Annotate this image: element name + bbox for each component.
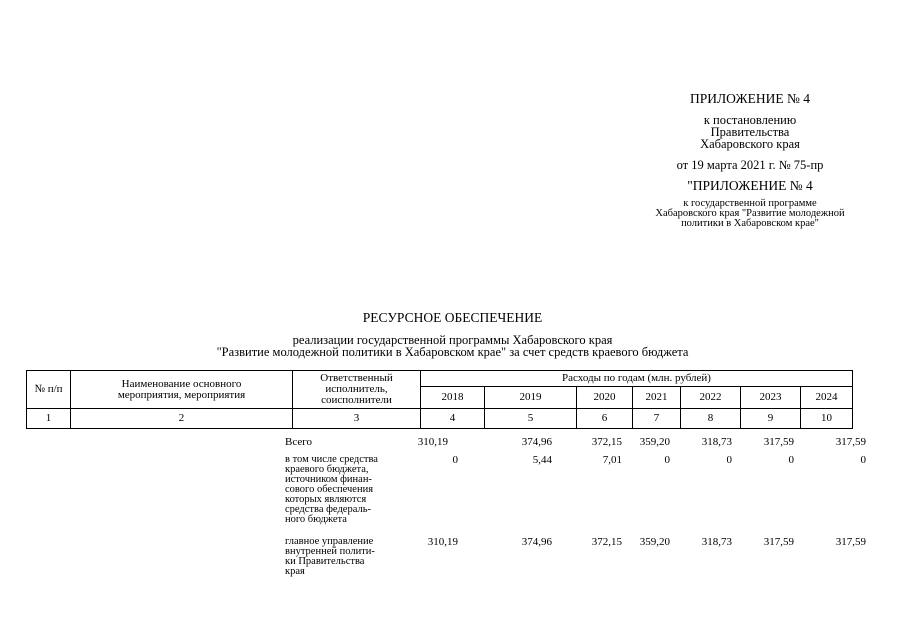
row-label-line: края bbox=[285, 566, 305, 577]
row-label-line: краевого бюджета, bbox=[285, 464, 369, 475]
appendix-government: Правительства bbox=[710, 125, 790, 139]
col-number: 2 bbox=[71, 409, 293, 429]
row-label-line: средства федераль- bbox=[285, 504, 371, 515]
table-cell: 372,15 bbox=[591, 536, 622, 548]
row-label-line: источником финан- bbox=[285, 474, 372, 485]
row-label-federal bbox=[285, 455, 395, 525]
row-label-line: в том числе средства bbox=[285, 454, 378, 465]
table-cell: 359,20 bbox=[639, 436, 670, 448]
row-label-executor bbox=[285, 537, 395, 577]
col-number: 4 bbox=[421, 409, 485, 429]
quoted-appendix-title: "ПРИЛОЖЕНИЕ № 4 bbox=[687, 178, 813, 193]
row-label-line: ного бюджета bbox=[285, 514, 347, 525]
year-header: 2023 bbox=[741, 387, 801, 409]
col-number: 3 bbox=[293, 409, 421, 429]
row-label-line: внутренней полити- bbox=[285, 546, 375, 557]
col-header-name: Наименование основного мероприятия, мероприятия bbox=[71, 371, 293, 409]
table-cell: 318,73 bbox=[701, 536, 732, 548]
table-cell: 374,96 bbox=[521, 536, 552, 548]
row-label-line: которых являются bbox=[285, 494, 367, 505]
table-cell: 0 bbox=[788, 454, 794, 466]
program-line-1: к государственной программе bbox=[683, 198, 817, 209]
table-cell: 317,59 bbox=[763, 536, 794, 548]
row-label-total: Всего bbox=[285, 436, 312, 448]
year-header: 2024 bbox=[801, 387, 853, 409]
table-cell: 0 bbox=[664, 454, 670, 466]
resource-table-header bbox=[26, 370, 853, 429]
table-cell: 374,96 bbox=[521, 436, 552, 448]
row-label-line: главное управление bbox=[285, 536, 374, 547]
col-number: 10 bbox=[801, 409, 853, 429]
table-cell: 310,19 bbox=[427, 536, 458, 548]
table-cell: 317,59 bbox=[835, 536, 866, 548]
table-cell: 0 bbox=[452, 454, 458, 466]
col-number: 7 bbox=[633, 409, 681, 429]
table-cell: 359,20 bbox=[639, 536, 670, 548]
table-cell: 317,59 bbox=[763, 436, 794, 448]
table-cell: 0 bbox=[860, 454, 866, 466]
table-cell: 317,59 bbox=[835, 436, 866, 448]
table-cell: 0 bbox=[726, 454, 732, 466]
program-line-3: политики в Хабаровском крае" bbox=[681, 218, 819, 229]
row-label-line: сового обеспечения bbox=[285, 484, 374, 495]
col-number: 6 bbox=[577, 409, 633, 429]
col-number: 8 bbox=[681, 409, 741, 429]
document-subtitle-1: реализации государственной программы Хабаровского края bbox=[292, 333, 613, 347]
row-label-line: ки Правительства bbox=[285, 556, 365, 567]
table-cell: 7,01 bbox=[602, 454, 622, 466]
year-header: 2021 bbox=[633, 387, 681, 409]
table-cell: 372,15 bbox=[591, 436, 622, 448]
appendix-title: ПРИЛОЖЕНИЕ № 4 bbox=[689, 91, 811, 106]
table-cell: 310,19 bbox=[417, 436, 448, 448]
appendix-date-number: от 19 марта 2021 г. № 75-пр bbox=[676, 158, 824, 172]
year-header: 2018 bbox=[421, 387, 485, 409]
year-header: 2020 bbox=[577, 387, 633, 409]
program-line-2: Хабаровского края "Развитие молодежной bbox=[655, 208, 845, 219]
appendix-region: Хабаровского края bbox=[700, 137, 800, 151]
col-number: 9 bbox=[741, 409, 801, 429]
appendix-to-resolution: к постановлению bbox=[703, 113, 797, 127]
table-cell: 318,73 bbox=[701, 436, 732, 448]
document-title: РЕСУРСНОЕ ОБЕСПЕЧЕНИЕ bbox=[362, 310, 543, 325]
document-subtitle-2: "Развитие молодежной политики в Хабаровском крае" за счет средств краевого бюджета bbox=[216, 345, 689, 359]
year-header: 2019 bbox=[485, 387, 577, 409]
year-header: 2022 bbox=[681, 387, 741, 409]
col-header-expenses: Расходы по годам (млн. рублей) bbox=[421, 371, 853, 387]
table-cell: 5,44 bbox=[532, 454, 552, 466]
col-number: 5 bbox=[485, 409, 577, 429]
col-header-executor: Ответственный исполнитель, соисполнители bbox=[293, 371, 421, 409]
col-header-no: № п/п bbox=[27, 371, 71, 409]
col-number: 1 bbox=[27, 409, 71, 429]
